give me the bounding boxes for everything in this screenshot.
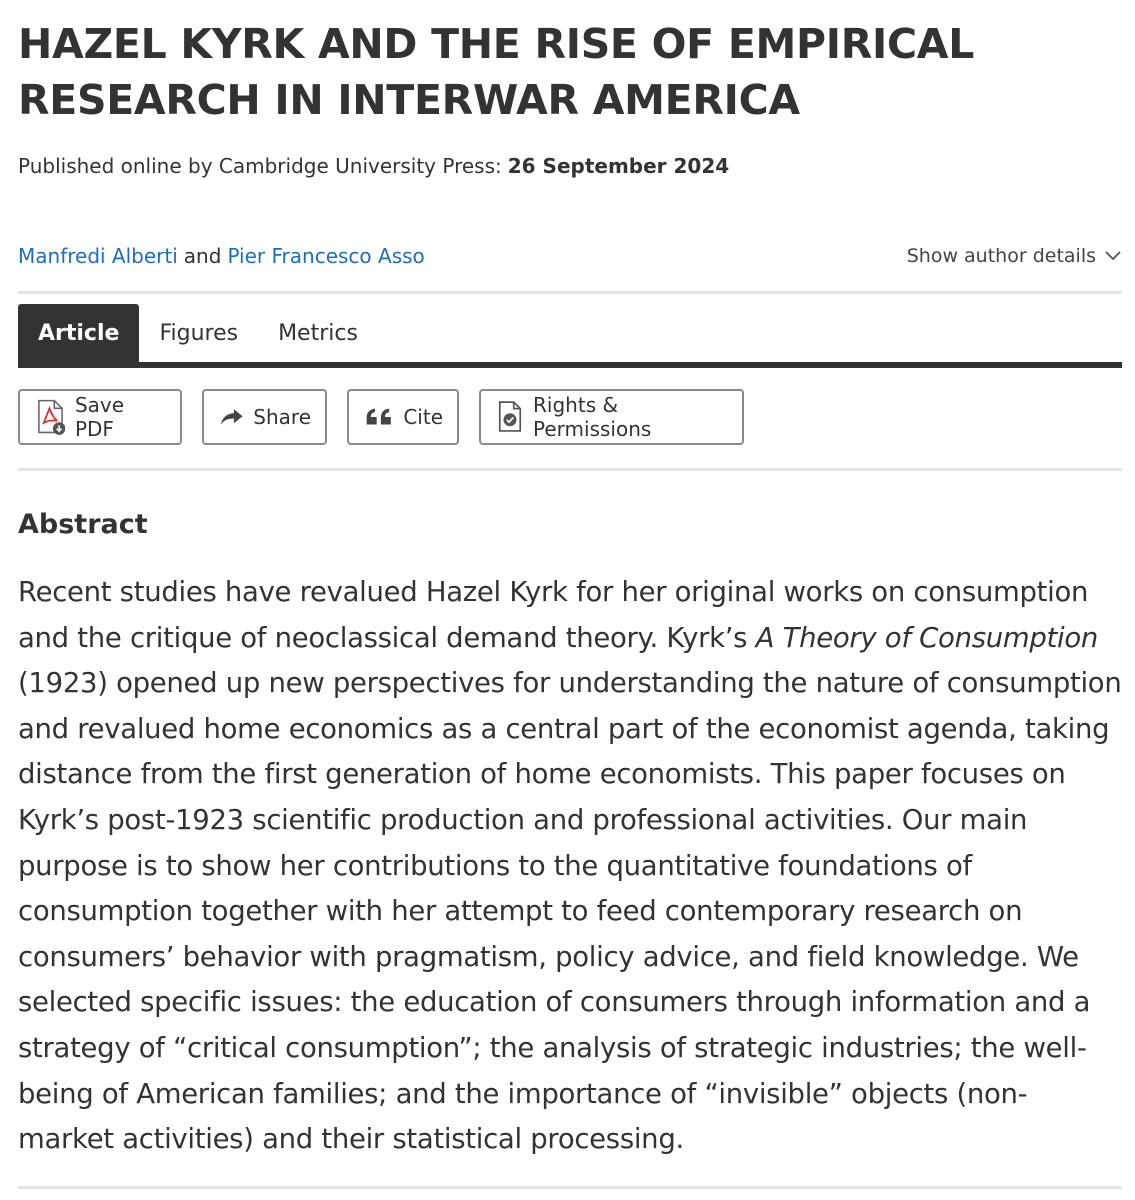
divider <box>18 1186 1122 1189</box>
tab-article[interactable]: Article <box>18 304 139 362</box>
show-author-details-label: Show author details <box>906 245 1096 267</box>
rights-label: Rights & Permissions <box>533 393 652 441</box>
abstract-part2: (1923) opened up new perspectives for understanding the nature of consumption and revalued home economics as a central part of the economist agenda, taking distance from the first generation of home economists. This paper focuses on Kyrk’s post-1923 scientific production and professional activities. Our main purpose is to show her contributions to the quantitative foundations of consumption together with her attempt to feed contemporary research on consumers’ behavior with pragmatism, policy advice, and field knowledge. We selected specific issues: the education of consumers through information and a strategy of “critical consumption”; the analysis of strategic industries; the well-being of American families; and the importance of “invisible” objects (non-market activities) and their statistical processing. <box>18 667 1122 1156</box>
authors-row <box>18 240 1122 272</box>
divider <box>18 291 1122 294</box>
share-arrow-icon <box>220 405 243 429</box>
rights-permissions-button[interactable] <box>479 389 744 445</box>
abstract-text <box>18 570 1122 1163</box>
authors-conjunction: and <box>183 244 222 268</box>
quote-icon <box>365 406 393 428</box>
pdf-icon <box>36 398 65 436</box>
author-link-asso[interactable]: Pier Francesco Asso <box>227 244 425 268</box>
divider <box>18 468 1122 471</box>
chevron-down-icon <box>1104 250 1122 262</box>
tab-figures[interactable]: Figures <box>159 320 239 346</box>
rights-document-icon <box>497 399 523 435</box>
article-tabs <box>18 304 1122 362</box>
save-pdf-label: Save PDF <box>74 393 125 441</box>
abstract-heading: Abstract <box>18 509 148 540</box>
cite-button[interactable] <box>347 389 459 445</box>
cite-label: Cite <box>403 405 443 429</box>
tabs-underline <box>18 362 1122 368</box>
article-title: HAZEL KYRK AND THE RISE OF EMPIRICAL RESEARCH IN INTERWAR AMERICA <box>18 20 975 124</box>
author-link-alberti[interactable]: Manfredi Alberti <box>18 244 178 268</box>
published-label: Published online by Cambridge University Press: <box>18 154 502 178</box>
tab-metrics[interactable]: Metrics <box>278 320 358 346</box>
published-line <box>18 152 1122 180</box>
share-label: Share <box>253 405 311 429</box>
abstract-book-title: A Theory of Consumption <box>755 621 1098 654</box>
article-header <box>18 0 1122 1156</box>
save-pdf-button[interactable] <box>18 389 182 445</box>
abstract-part1: Recent studies have revalued Hazel Kyrk for her original works on consumption and the critique of neoclassical demand theory. Kyrk’s <box>18 576 1089 654</box>
show-author-details-button[interactable] <box>907 240 1122 272</box>
published-date: 26 September 2024 <box>507 154 730 178</box>
share-button[interactable] <box>202 389 327 445</box>
article-toolbar <box>18 389 744 449</box>
